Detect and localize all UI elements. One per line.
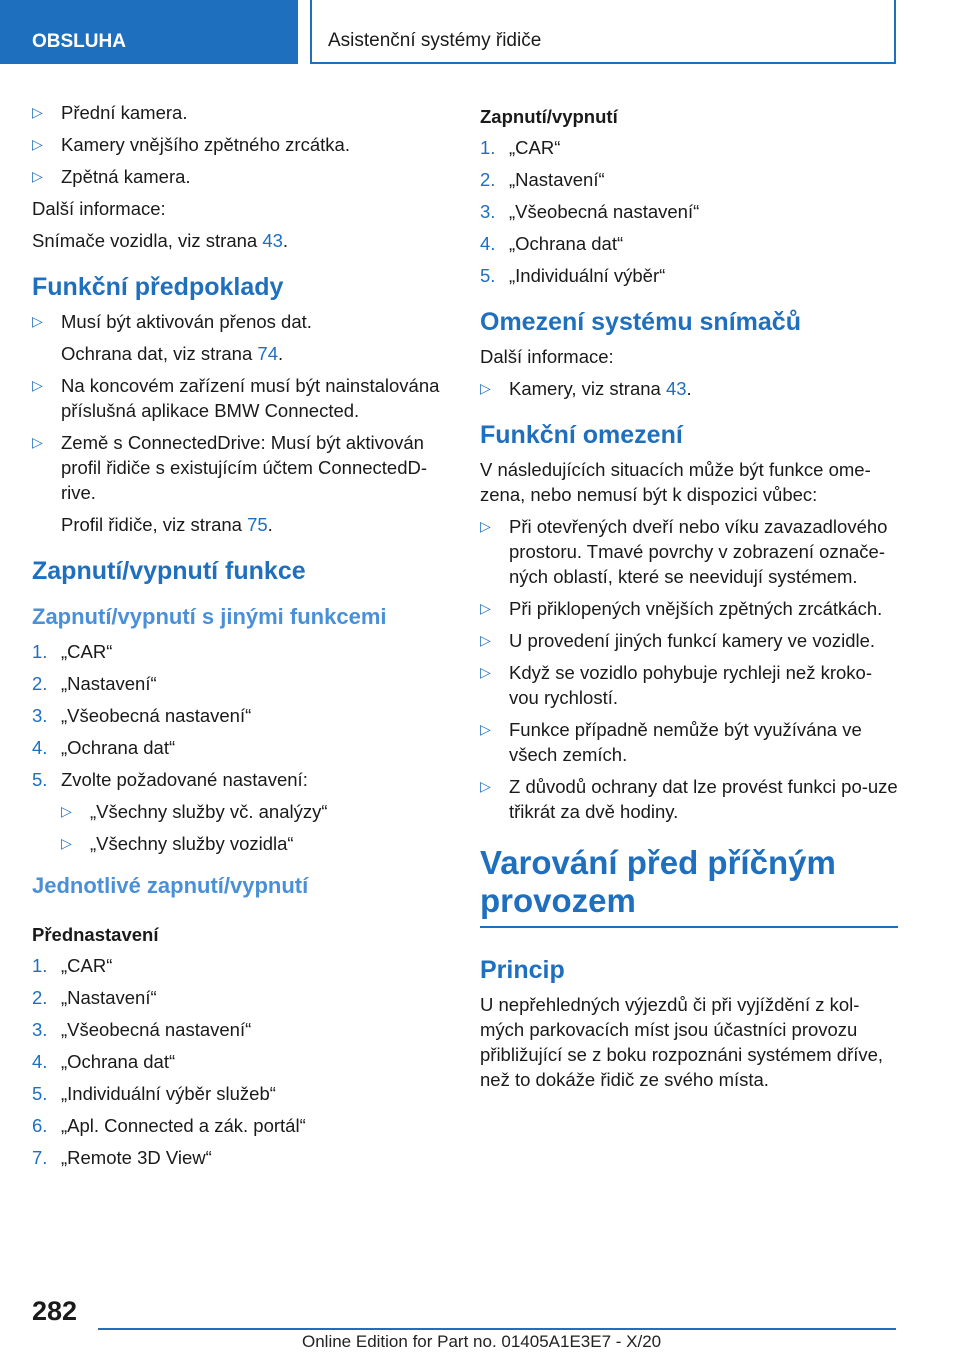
cross-reference: Ochrana dat, viz strana 74. [61, 343, 284, 364]
list-item: ▷ Funkce případně nemůže být využívána ve všech zemích. [480, 719, 862, 765]
paragraph: U nepřehledných výjezdů či při vyjíždění z kol-mých parkovacích míst jsou účastníci provozu přibližující se z boku rozpoznáni systémem dříve, než to dokáže řidič ze svého místa. [480, 994, 884, 1090]
bullet-icon: ▷ [480, 778, 491, 794]
cross-reference: Snímače vozidla, viz strana 43. [32, 230, 289, 251]
list-item: ▷ Kamery vnějšího zpětného zrcátka. [32, 134, 350, 155]
header-chapter-title: Asistenční systémy řidiče [310, 0, 896, 64]
bullet-icon: ▷ [32, 313, 43, 329]
bullet-icon: ▷ [61, 803, 72, 819]
bullet-icon: ▷ [32, 168, 43, 184]
bullet-icon: ▷ [32, 377, 43, 393]
section-heading: Princip [480, 956, 565, 984]
left-column [32, 100, 450, 1177]
step-group-label: Zapnutí/vypnutí [480, 106, 618, 127]
page-link[interactable]: 43 [262, 230, 283, 251]
list-item: 5. „Individuální výběr“ [480, 265, 666, 286]
list-item: 4. „Ochrana dat“ [32, 1051, 176, 1072]
list-item: 4. „Ochrana dat“ [480, 233, 624, 254]
list-item: ▷ Kamery, viz strana 43. [480, 378, 692, 399]
list-item: ▷ Při otevřených dveří nebo víku zavazadlového prostoru. Tmavé povrchy v zobrazení označe-ných oblastí, které se neevidují systémem. [480, 516, 888, 587]
list-item: 2. „Nastavení“ [480, 169, 605, 190]
more-info-label: Další informace: [32, 198, 166, 219]
list-item: ▷ „Všechny služby vozidla“ [61, 833, 294, 854]
page-link[interactable]: 75 [247, 514, 268, 535]
page-link[interactable]: 74 [257, 343, 278, 364]
more-info-label: Další informace: [480, 346, 614, 367]
list-item: 1. „CAR“ [32, 641, 113, 662]
bullet-icon: ▷ [32, 136, 43, 152]
list-item: 3. „Všeobecná nastavení“ [480, 201, 700, 222]
list-item: ▷ Z důvodů ochrany dat lze provést funkci po-uze třikrát za dvě hodiny. [480, 776, 898, 822]
list-item: ▷ Na koncovém zařízení musí být nainstalována příslušná aplikace BMW Connected. [32, 375, 440, 421]
list-item: ▷ Při přiklopených vnějších zpětných zrcátkách. [480, 598, 883, 619]
list-item: 1. „CAR“ [32, 955, 113, 976]
bullet-icon: ▷ [480, 518, 491, 534]
section-heading: Funkční omezení [480, 421, 683, 449]
subsection-heading: Jednotlivé zapnutí/vypnutí [32, 873, 309, 898]
list-item: ▷ Zpětná kamera. [32, 166, 191, 187]
bullet-icon: ▷ [480, 664, 491, 680]
right-column [480, 100, 898, 1092]
list-item: ▷ Musí být aktivován přenos dat. [32, 311, 312, 332]
list-item: 6. „Apl. Connected a zák. portál“ [32, 1115, 306, 1136]
list-item: 5. Zvolte požadované nastavení: [32, 769, 308, 790]
section-heading: Funkční předpoklady [32, 273, 284, 301]
bullet-icon: ▷ [32, 104, 43, 120]
section-heading: Omezení systému snímačů [480, 308, 801, 336]
list-item: 2. „Nastavení“ [32, 673, 157, 694]
list-item: ▷ U provedení jiných funkcí kamery ve vozidle. [480, 630, 876, 651]
bullet-icon: ▷ [480, 380, 491, 396]
bullet-icon: ▷ [480, 721, 491, 737]
paragraph: V následujících situacích může být funkce ome-zena, nebo nemusí být k dispozici vůbec: [480, 459, 871, 505]
subsection-heading: Zapnutí/vypnutí s jinými funkcemi [32, 604, 387, 629]
step-group-label: Přednastavení [32, 924, 159, 945]
bullet-icon: ▷ [61, 835, 72, 851]
section-heading: Zapnutí/vypnutí funkce [32, 557, 306, 585]
list-item: ▷ Přední kamera. [32, 102, 188, 123]
cross-reference: Profil řidiče, viz strana 75. [61, 514, 273, 535]
list-item: 3. „Všeobecná nastavení“ [32, 1019, 252, 1040]
list-item: 7. „Remote 3D View“ [32, 1147, 212, 1168]
page-link[interactable]: 43 [665, 378, 687, 399]
list-item: 3. „Všeobecná nastavení“ [32, 705, 252, 726]
chapter-heading: Varování před příčným provozem [480, 844, 898, 928]
list-item: 2. „Nastavení“ [32, 987, 157, 1008]
footer-edition: Online Edition for Part no. 01405A1E3E7 - X/20 [302, 1332, 662, 1351]
bullet-icon: ▷ [480, 632, 491, 648]
list-item: 4. „Ochrana dat“ [32, 737, 176, 758]
bullet-icon: ▷ [32, 434, 43, 450]
header-section-tab: OBSLUHA [0, 0, 298, 64]
list-item: ▷ Když se vozidlo pohybuje rychleji než kroko-vou rychlostí. [480, 662, 872, 708]
list-item: 5. „Individuální výběr služeb“ [32, 1083, 276, 1104]
page-number: 282 [32, 1296, 78, 1326]
bullet-icon: ▷ [480, 600, 491, 616]
list-item: ▷ Země s ConnectedDrive: Musí být aktivován profil řidiče s existujícím účtem ConnectedD-rive. [32, 432, 428, 503]
footer-divider [98, 1328, 896, 1330]
list-item: ▷ „Všechny služby vč. analýzy“ [61, 801, 328, 822]
list-item: 1. „CAR“ [480, 137, 561, 158]
